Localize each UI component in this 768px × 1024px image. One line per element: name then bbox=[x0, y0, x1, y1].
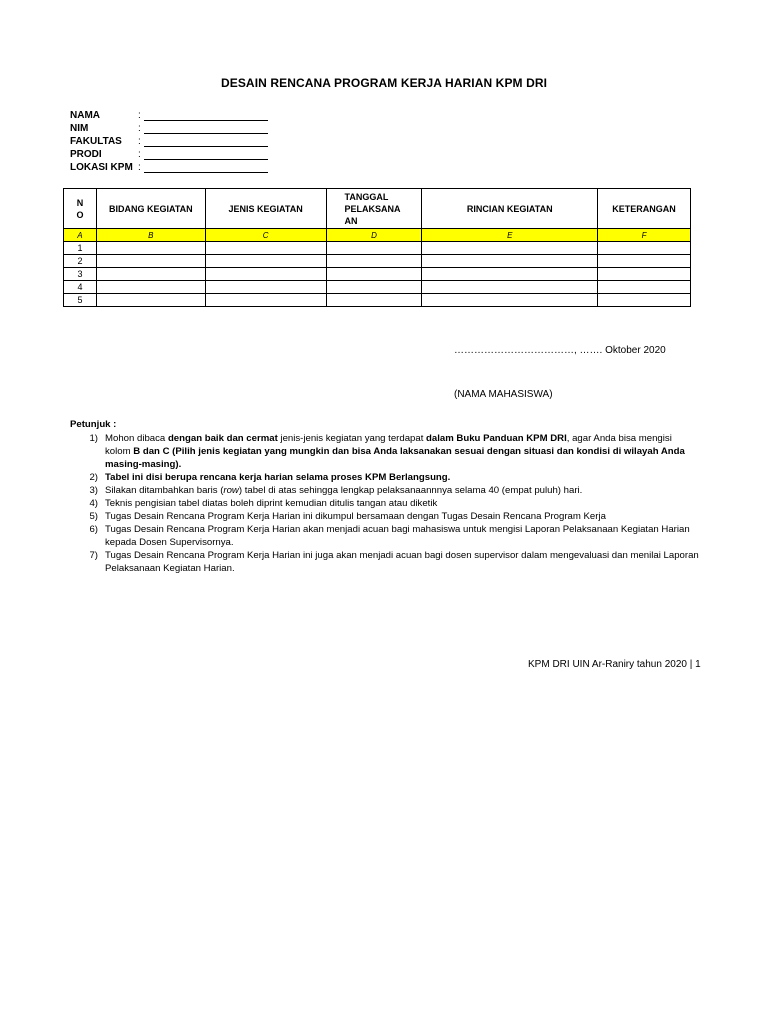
field-label: NAMA bbox=[70, 110, 100, 121]
identity-fields bbox=[70, 108, 268, 173]
instructions bbox=[70, 418, 700, 575]
row-number: 3 bbox=[64, 268, 97, 281]
letter-cell: C bbox=[205, 229, 326, 242]
page-footer: KPM DRI UIN Ar-Raniry tahun 2020 | 1 bbox=[528, 659, 701, 670]
instruction-text-part: , agar Anda bisa mengisi kolom bbox=[105, 433, 672, 457]
table-cell[interactable] bbox=[326, 294, 422, 307]
instruction-text-part: Tugas Desain Rencana Program Kerja Harian ini dikumpul bersamaan dengan Tugas Desain Rencana Program Kerja bbox=[105, 511, 606, 522]
table-cell[interactable] bbox=[96, 294, 205, 307]
table-cell[interactable] bbox=[326, 281, 422, 294]
instruction-text-part: ) tabel di atas sehingga lengkap pelaksanaannnya selama 40 (empat puluh) hari. bbox=[238, 485, 583, 496]
identity-row-lokasi bbox=[70, 160, 268, 173]
fakultas-fill-line[interactable] bbox=[144, 136, 268, 147]
row-number: 4 bbox=[64, 281, 97, 294]
instruction-item bbox=[70, 510, 700, 523]
instruction-text-part: B dan C (Pilih jenis kegiatan yang mungkin dan bisa Anda laksanakan sesuai dengan situasi dan kondisi di wilayah Anda masing-masing). bbox=[105, 446, 685, 470]
table-cell[interactable] bbox=[205, 294, 326, 307]
table-cell[interactable] bbox=[422, 268, 598, 281]
table-cell[interactable] bbox=[598, 255, 691, 268]
plan-table bbox=[63, 188, 691, 307]
table-cell[interactable] bbox=[598, 281, 691, 294]
signature-date-line: ………………………………, ……. Oktober 2020 bbox=[454, 345, 666, 356]
instruction-text bbox=[105, 484, 700, 497]
table-cell[interactable] bbox=[422, 242, 598, 255]
prodi-fill-line[interactable] bbox=[144, 149, 268, 160]
table-cell[interactable] bbox=[598, 268, 691, 281]
table-cell[interactable] bbox=[205, 268, 326, 281]
header-no: N O bbox=[64, 189, 97, 229]
table-cell[interactable] bbox=[96, 255, 205, 268]
instruction-item bbox=[70, 523, 700, 549]
table-cell[interactable] bbox=[96, 242, 205, 255]
instruction-text bbox=[105, 471, 700, 484]
letter-cell: D bbox=[326, 229, 422, 242]
table-cell[interactable] bbox=[205, 255, 326, 268]
instruction-text-part: row bbox=[223, 485, 239, 496]
instruction-text-part: dalam Buku Panduan KPM DRI bbox=[426, 433, 567, 444]
table-cell[interactable] bbox=[422, 255, 598, 268]
table-row bbox=[64, 281, 691, 294]
field-colon: : bbox=[138, 162, 141, 173]
field-label: FAKULTAS bbox=[70, 136, 122, 147]
instruction-number: 6) bbox=[89, 524, 98, 535]
instruction-text bbox=[105, 523, 700, 549]
nama-fill-line[interactable] bbox=[144, 110, 268, 121]
identity-row-prodi bbox=[70, 147, 268, 160]
table-cell[interactable] bbox=[598, 242, 691, 255]
table-row bbox=[64, 255, 691, 268]
field-label: PRODI bbox=[70, 149, 102, 160]
table-cell[interactable] bbox=[326, 268, 422, 281]
field-colon: : bbox=[138, 149, 141, 160]
table-cell[interactable] bbox=[326, 255, 422, 268]
table-cell[interactable] bbox=[598, 294, 691, 307]
field-label: LOKASI KPM bbox=[70, 162, 133, 173]
letter-cell: B bbox=[96, 229, 205, 242]
table-row bbox=[64, 294, 691, 307]
instruction-item bbox=[70, 484, 700, 497]
header-rincian: RINCIAN KEGIATAN bbox=[422, 189, 598, 229]
table-header-row bbox=[64, 189, 691, 229]
instruction-text bbox=[105, 432, 700, 471]
identity-row-nim bbox=[70, 121, 268, 134]
row-number: 1 bbox=[64, 242, 97, 255]
table-cell[interactable] bbox=[422, 294, 598, 307]
letter-cell: E bbox=[422, 229, 598, 242]
instruction-text-part: Teknis pengisian tabel diatas boleh diprint kemudian ditulis tangan atau diketik bbox=[105, 498, 438, 509]
instruction-item bbox=[70, 471, 700, 484]
table-cell[interactable] bbox=[205, 281, 326, 294]
instruction-text bbox=[105, 510, 700, 523]
instructions-list bbox=[70, 432, 700, 575]
header-bidang: BIDANG KEGIATAN bbox=[96, 189, 205, 229]
table-cell[interactable] bbox=[422, 281, 598, 294]
letter-cell: F bbox=[598, 229, 691, 242]
table-cell[interactable] bbox=[326, 242, 422, 255]
row-number: 5 bbox=[64, 294, 97, 307]
instruction-item bbox=[70, 497, 700, 510]
header-tanggal: TANGGAL PELAKSANA AN bbox=[326, 189, 422, 229]
instruction-text bbox=[105, 497, 700, 510]
field-colon: : bbox=[138, 136, 141, 147]
instruction-number: 3) bbox=[89, 485, 98, 496]
instruction-text bbox=[105, 549, 700, 575]
column-letter-row bbox=[64, 229, 691, 242]
table-cell[interactable] bbox=[96, 268, 205, 281]
table-cell[interactable] bbox=[205, 242, 326, 255]
identity-row-fakultas bbox=[70, 134, 268, 147]
row-number: 2 bbox=[64, 255, 97, 268]
instruction-number: 1) bbox=[89, 433, 98, 444]
instruction-text-part: dengan baik dan cermat bbox=[167, 433, 278, 444]
instruction-text-part: jenis-jenis kegiatan yang terdapat bbox=[277, 433, 427, 444]
field-colon: : bbox=[138, 110, 141, 121]
field-label: NIM bbox=[70, 123, 89, 134]
table-row bbox=[64, 242, 691, 255]
signature-name: (NAMA MAHASISWA) bbox=[454, 389, 553, 400]
instruction-item bbox=[70, 432, 700, 471]
header-keterangan: KETERANGAN bbox=[598, 189, 691, 229]
letter-cell: A bbox=[64, 229, 97, 242]
instruction-text-part: Tugas Desain Rencana Program Kerja Harian akan menjadi acuan bagi mahasiswa untuk mengisi Laporan Pelaksanaan Kegiatan Harian kepada Dosen Supervisornya. bbox=[105, 524, 690, 548]
instruction-text-part: Tabel ini disi berupa rencana kerja harian selama proses KPM Berlangsung. bbox=[105, 472, 451, 483]
table-row bbox=[64, 268, 691, 281]
instruction-text-part: Silakan ditambahkan baris ( bbox=[105, 485, 224, 496]
instruction-text-part: Tugas Desain Rencana Program Kerja Harian ini juga akan menjadi acuan bagi dosen supervisor dalam mengevaluasi dan menilai Laporan Pelaksanaan Kegiatan Harian. bbox=[105, 550, 699, 574]
instructions-title: Petunjuk : bbox=[70, 419, 117, 430]
table-cell[interactable] bbox=[96, 281, 205, 294]
instruction-number: 7) bbox=[89, 550, 98, 561]
header-jenis: JENIS KEGIATAN bbox=[205, 189, 326, 229]
instruction-text-part: Mohon dibaca bbox=[105, 433, 168, 444]
instruction-number: 5) bbox=[89, 511, 98, 522]
instruction-item bbox=[70, 549, 700, 575]
instruction-number: 2) bbox=[89, 472, 98, 483]
lokasi-fill-line[interactable] bbox=[144, 162, 268, 173]
field-colon: : bbox=[138, 123, 141, 134]
identity-row-nama bbox=[70, 108, 268, 121]
document-title: DESAIN RENCANA PROGRAM KERJA HARIAN KPM DRI bbox=[220, 76, 548, 90]
instruction-number: 4) bbox=[89, 498, 98, 509]
nim-fill-line[interactable] bbox=[144, 123, 268, 134]
